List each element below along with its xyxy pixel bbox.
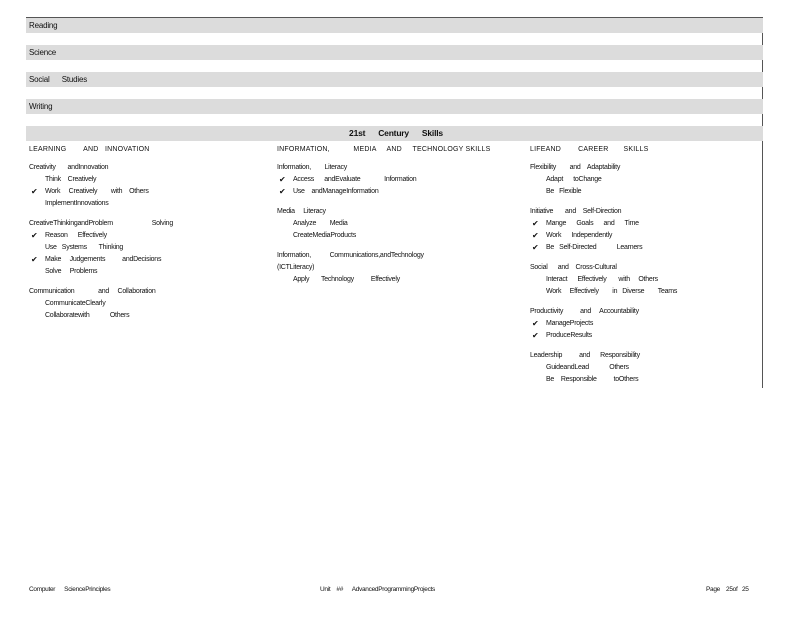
skill-item-label: Work Creatively with Others <box>45 188 149 195</box>
column-heading: LIFEAND CAREER SKILLS <box>530 146 649 153</box>
skill-item <box>29 186 269 198</box>
column-information-media-technology <box>277 146 517 294</box>
checkmark-icon: ✔ <box>532 243 539 252</box>
band-social-studies: Social Studies <box>26 72 763 87</box>
skill-item <box>530 374 755 386</box>
skill-item <box>29 310 269 322</box>
skill-item-label: Collaboratewith Others <box>45 312 130 319</box>
column-heading: LEARNING AND INNOVATION <box>29 146 150 153</box>
skill-item <box>530 230 755 242</box>
skill-group <box>29 162 269 210</box>
skill-item-label: Access andEvaluate Information <box>293 176 417 183</box>
skill-item-label: ImplementInnovations <box>45 200 109 207</box>
skill-item <box>29 254 269 266</box>
skill-item-label: CommunicateClearly <box>45 300 106 307</box>
skill-item <box>530 362 755 374</box>
skill-item-label: Apply Technology Effectively <box>293 276 400 283</box>
skill-group <box>530 350 755 386</box>
skill-item <box>277 174 517 186</box>
skill-item <box>530 218 755 230</box>
skill-group <box>530 162 755 198</box>
column-learning-innovation <box>29 146 269 330</box>
skill-group-name: Creativity andInnovation <box>29 164 109 171</box>
skill-item-label: Make Judgements andDecisions <box>45 256 162 263</box>
skill-item-label: Be Responsible toOthers <box>546 376 639 383</box>
band-writing: Writing <box>26 99 763 114</box>
skill-item <box>29 242 269 254</box>
skill-item <box>530 242 755 254</box>
skill-item <box>530 330 755 342</box>
band-reading: Reading <box>26 18 763 33</box>
skill-item-label: Be Flexible <box>546 188 582 195</box>
skill-item <box>29 198 269 210</box>
column-heading: INFORMATION, MEDIA AND TECHNOLOGY SKILLS <box>277 146 491 153</box>
skill-item-label: CreateMediaProducts <box>293 232 356 239</box>
skill-group-name: Leadership and Responsibility <box>530 352 640 359</box>
skill-group-name: Information, Literacy <box>277 164 348 171</box>
band-science: Science <box>26 45 763 60</box>
skill-item-label: Use Systems Thinking <box>45 244 124 251</box>
skill-item <box>277 274 517 286</box>
skill-item <box>530 318 755 330</box>
skill-group-name-cont: (ICTLiteracy) <box>277 264 315 271</box>
skill-item-label: Work Independently <box>546 232 613 239</box>
skill-group <box>277 206 517 242</box>
skill-item-label: ManageProjects <box>546 320 594 327</box>
skill-item <box>29 174 269 186</box>
checkmark-icon: ✔ <box>532 319 539 328</box>
skill-item <box>29 266 269 278</box>
column-life-career <box>530 146 755 394</box>
skill-group <box>530 262 755 298</box>
checkmark-icon: ✔ <box>532 219 539 228</box>
checkmark-icon: ✔ <box>31 187 38 196</box>
skill-item-label: Interact Effectively with Others <box>546 276 658 283</box>
skill-item <box>277 230 517 242</box>
skill-group-name: Media Literacy <box>277 208 326 215</box>
skill-item-label: Solve Problems <box>45 268 98 275</box>
section-title: 21st Century Skills <box>26 126 763 141</box>
skill-item-label: Adapt toChange <box>546 176 602 183</box>
skill-item <box>29 230 269 242</box>
skill-group <box>29 218 269 278</box>
skill-item <box>530 174 755 186</box>
skill-group <box>277 162 517 198</box>
skill-item <box>29 298 269 310</box>
skill-item-label: Be Self-Directed Learners <box>546 244 643 251</box>
footer-course: Computer SciencePrinciples <box>29 586 111 593</box>
skill-group <box>277 250 517 286</box>
skill-item-label: GuideandLead Others <box>546 364 629 371</box>
footer-page-number: Page 25of 25 <box>706 586 749 593</box>
skill-item-label: Reason Effectively <box>45 232 107 239</box>
skill-group-name: CreativeThinkingandProblem Solving <box>29 220 173 227</box>
skill-group <box>530 206 755 254</box>
skill-group <box>29 286 269 322</box>
skill-group <box>530 306 755 342</box>
skill-item <box>530 286 755 298</box>
skill-group-name: Productivity and Accountability <box>530 308 639 315</box>
checkmark-icon: ✔ <box>31 231 38 240</box>
skill-item <box>277 186 517 198</box>
skill-item-label: Mange Goals and Time <box>546 220 639 227</box>
checkmark-icon: ✔ <box>279 175 286 184</box>
skill-item <box>530 186 755 198</box>
skill-group-name: Social and Cross-Cultural <box>530 264 617 271</box>
skill-item-label: Analyze Media <box>293 220 348 227</box>
footer-unit: Unit ## AdvancedProgrammingProjects <box>320 586 435 593</box>
skill-item <box>530 274 755 286</box>
skill-group-name: Initiative and Self-Direction <box>530 208 622 215</box>
checkmark-icon: ✔ <box>31 255 38 264</box>
skill-item-label: Think Creatively <box>45 176 97 183</box>
checkmark-icon: ✔ <box>532 231 539 240</box>
checkmark-icon: ✔ <box>532 331 539 340</box>
skill-item-label: Work Effectively in Diverse Teams <box>546 288 678 295</box>
skill-item <box>277 218 517 230</box>
skill-group-name: Flexibility and Adaptability <box>530 164 621 171</box>
skill-item-label: ProduceResults <box>546 332 592 339</box>
skill-group-name: Information, Communications,andTechnology <box>277 252 424 259</box>
checkmark-icon: ✔ <box>279 187 286 196</box>
skill-group-name: Communication and Collaboration <box>29 288 156 295</box>
skill-item-label: Use andManageInformation <box>293 188 379 195</box>
